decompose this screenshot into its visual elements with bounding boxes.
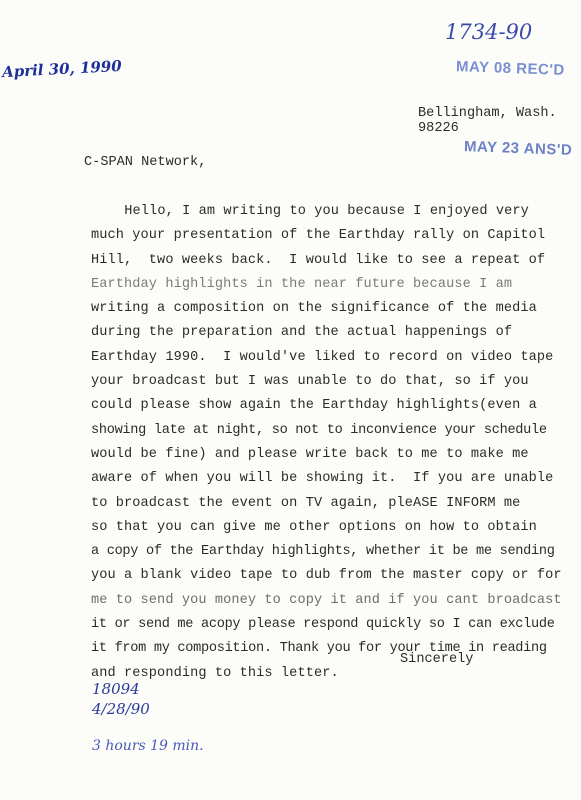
body-line: me to send you money to copy it and if you cant broadcast [91,592,562,608]
body-line: writing a composition on the significance of the media [91,301,537,317]
handwritten-ref-date: 4/28/90 [92,700,150,718]
body-line: during the preparation and the actual happenings of [91,325,513,341]
body-line: a copy of the Earthday highlights, whether it be me sending [91,544,555,560]
salutation: C-SPAN Network, [84,155,207,170]
body-line: aware of when you will be showing it. If you are unable [91,471,554,487]
body-line: would be fine) and please write back to me to make me [91,446,529,462]
body-line: showing late at night, so not to inconvience your schedule [91,422,547,438]
body-line: it or send me acopy please respond quickly so I can exclude [91,617,555,633]
body-line: could please show again the Earthday highlights(even a [91,398,537,414]
handwritten-ref-code: 18094 [92,680,140,698]
body-line: your broadcast but I was unable to do that, so if you [91,374,529,390]
body-line: much your presentation of the Earthday rally on Capitol [91,228,546,244]
body-line: you a blank video tape to dub from the master copy or for [91,568,562,584]
body-line: Earthday 1990. I would've liked to record on video tape [91,349,554,365]
body-line: it from my composition. Thank you for your time in reading [91,641,547,657]
handwritten-duration: 3 hours 19 min. [92,738,204,754]
handwritten-reference-number: 1734-90 [445,20,533,44]
letter-body [83,200,571,686]
answered-stamp: MAY 23 ANS'D [463,138,573,159]
body-line: Hello, I am writing to you because I enjoyed very [83,204,529,219]
closing: Sincerely [400,652,474,667]
body-line: so that you can give me other options on how to obtain [91,519,537,535]
body-line: Hill, two weeks back. I would like to see a repeat of [91,252,546,268]
body-line: and responding to this letter. [91,665,339,681]
received-stamp: MAY 08 REC'D [455,58,566,79]
body-line: Earthday highlights in the near future because I am [91,276,513,292]
sender-location: Bellingham, Wash. 98226 [418,106,557,136]
body-line: to broadcast the event on TV again, pleASE INFORM me [91,495,521,511]
handwritten-date: April 30, 1990 [1,56,123,82]
